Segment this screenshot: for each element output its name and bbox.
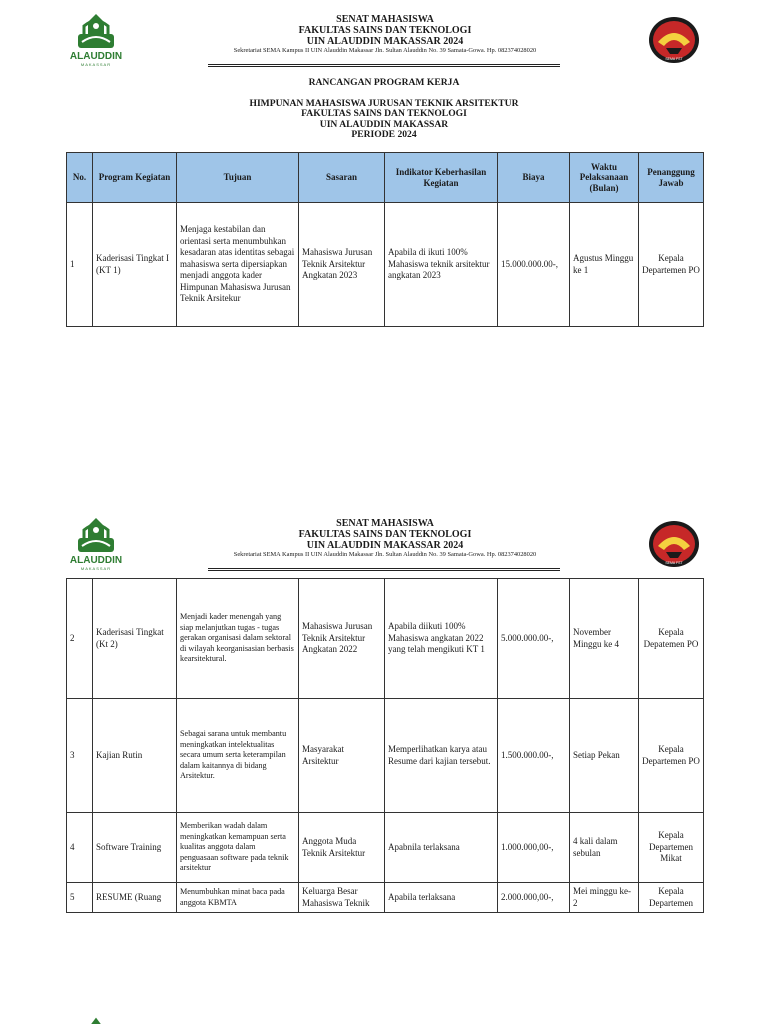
table-row	[67, 813, 704, 883]
cell-biaya: 15.000.000.00-,	[498, 203, 570, 327]
table-row	[67, 203, 704, 327]
period: PERIODE 2024	[351, 129, 417, 140]
svg-text:SEMA FST: SEMA FST	[665, 561, 683, 565]
cell-program: Software Training	[93, 813, 177, 883]
cell-tujuan: Menjaga kestabilan dan orientasi serta menumbuhkan kesadaran atas identitas sebagai mahasiswa serta dipersiapkan menjadi anggota kader Himpunan Mahasiswa Jurusan Teknik Arsitekur	[177, 203, 299, 327]
program-table-page-2	[66, 578, 704, 913]
header-pj: Penanggung Jawab	[639, 153, 704, 203]
cell-waktu: Setiap Pekan	[570, 699, 639, 813]
svg-text:MAKASSAR: MAKASSAR	[80, 62, 112, 67]
table-row	[67, 699, 704, 813]
cell-indikator: Apabila terlaksana	[385, 883, 498, 913]
letterhead-line-2: FAKULTAS SAINS DAN TEKNOLOGI	[298, 529, 472, 540]
cell-waktu: Mei minggu ke-2	[570, 883, 639, 913]
cell-tujuan: Menjadi kader menengah yang siap melanjutkan tugas - tugas gerakan organisasi dalam sektoral di wilayah keorganisasian berbasis kearsitektural.	[177, 579, 299, 699]
cell-program: Kaderisasi Tingkat (Kt 2)	[93, 579, 177, 699]
letterhead-line-1: SENAT MAHASISWA	[336, 14, 434, 25]
cell-waktu: 4 kali dalam sebulan	[570, 813, 639, 883]
header-sasaran: Sasaran	[299, 153, 385, 203]
cell-biaya: 2.000.000,00-,	[498, 883, 570, 913]
cell-biaya: 1.500.000.00-,	[498, 699, 570, 813]
svg-text:MAKASSAR: MAKASSAR	[80, 566, 112, 571]
cell-sasaran: Mahasiswa Jurusan Teknik Arsitektur Angkatan 2023	[299, 203, 385, 327]
letterhead-line-1: SENAT MAHASISWA	[336, 518, 434, 529]
header-indikator: Indikator Keberhasilan Kegiatan	[385, 153, 498, 203]
header-biaya: Biaya	[498, 153, 570, 203]
letterhead-rule	[208, 568, 560, 571]
cell-pj: Kepala Departemen PO	[639, 699, 704, 813]
org-line-1: HIMPUNAN MAHASISWA JURUSAN TEKNIK ARSITEKTUR	[249, 97, 519, 109]
cell-tujuan: Sebagai sarana untuk membantu meningkatkan intelektualitas secara umum serta keterampilan dalam kaitannya di bidang Arsitektur.	[177, 699, 299, 813]
cell-pj: Kepala Departemen	[639, 883, 704, 913]
header-tujuan: Tujuan	[177, 153, 299, 203]
document-titles	[0, 78, 768, 141]
cell-indikator: Apabnila terlaksana	[385, 813, 498, 883]
cell-sasaran: Keluarga Besar Mahasiswa Teknik	[299, 883, 385, 913]
cell-no: 1	[67, 203, 93, 327]
cell-indikator: Memperlihatkan karya atau Resume dari kajian tersebut.	[385, 699, 498, 813]
program-table-page-1	[66, 152, 704, 327]
svg-text:SEMA FST: SEMA FST	[665, 57, 683, 61]
cell-program: Kaderisasi Tingkat I (KT 1)	[93, 203, 177, 327]
cell-program: RESUME (Ruang	[93, 883, 177, 913]
cell-no: 3	[67, 699, 93, 813]
letterhead-address: Sekretariat SEMA Kampus II UIN Alauddin Makassar Jln. Sultan Alauddin No. 39 Samata-Gowa. Hp. 082374028020	[233, 551, 537, 558]
table-header-row	[67, 153, 704, 203]
sema-fst-emblem-icon	[648, 520, 700, 568]
cell-sasaran: Anggota Muda Teknik Arsitektur	[299, 813, 385, 883]
letterhead-page-2	[0, 516, 768, 576]
cell-tujuan: Memberikan wadah dalam meningkatkan kemampuan serta kualitas anggota dalam penguasaan software pada teknik arsitektur	[177, 813, 299, 883]
document-title: RANCANGAN PROGRAM KERJA	[308, 77, 460, 88]
letterhead-address: Sekretariat SEMA Kampus II UIN Alauddin Makassar Jln. Sultan Alauddin No. 39 Samata-Gowa. Hp. 082374028020	[233, 47, 537, 54]
cell-program: Kajian Rutin	[93, 699, 177, 813]
cell-waktu: November Minggu ke 4	[570, 579, 639, 699]
table-row	[67, 579, 704, 699]
letterhead-page-1	[0, 12, 768, 72]
uin-alauddin-logo-icon	[70, 516, 122, 574]
svg-text:ALAUDDIN: ALAUDDIN	[70, 555, 122, 566]
cell-no: 4	[67, 813, 93, 883]
cell-indikator: Apabila di ikuti 100% Mahasiswa teknik arsitektur angkatan 2023	[385, 203, 498, 327]
header-program: Program Kegiatan	[93, 153, 177, 203]
letterhead-rule	[208, 64, 560, 67]
cell-sasaran: Masyarakat Arsitektur	[299, 699, 385, 813]
cell-indikator: Apabila diikuti 100% Mahasiswa angkatan 2022 yang telah mengikuti KT 1	[385, 579, 498, 699]
svg-text:ALAUDDIN: ALAUDDIN	[70, 51, 122, 62]
cell-biaya: 5.000.000.00-,	[498, 579, 570, 699]
cell-no: 2	[67, 579, 93, 699]
cell-pj: Kepala Departemen PO	[639, 203, 704, 327]
letterhead-line-2: FAKULTAS SAINS DAN TEKNOLOGI	[298, 25, 472, 36]
sema-fst-emblem-icon	[648, 16, 700, 64]
header-no: No.	[67, 153, 93, 203]
cell-no: 5	[67, 883, 93, 913]
cell-sasaran: Mahasiswa Jurusan Teknik Arsitektur Angkatan 2022	[299, 579, 385, 699]
org-line-3: UIN ALAUDDIN MAKASSAR	[319, 118, 449, 130]
cell-pj: Kepala Depatemen PO	[639, 579, 704, 699]
letterhead-line-3: UIN ALAUDDIN MAKASSAR 2024	[306, 36, 464, 47]
letterhead-line-3: UIN ALAUDDIN MAKASSAR 2024	[306, 540, 464, 551]
org-line-2: FAKULTAS SAINS DAN TEKNOLOGI	[301, 108, 467, 119]
header-waktu: Waktu Pelaksanaan (Bulan)	[570, 153, 639, 203]
uin-alauddin-logo-icon	[70, 1016, 122, 1024]
cell-waktu: Agustus Minggu ke 1	[570, 203, 639, 327]
table-row	[67, 883, 704, 913]
cell-tujuan: Menumbuhkan minat baca pada anggota KBMTA	[177, 883, 299, 913]
cell-pj: Kepala Departemen Mikat	[639, 813, 704, 883]
cell-biaya: 1.000.000,00-,	[498, 813, 570, 883]
uin-alauddin-logo-icon	[70, 12, 122, 70]
